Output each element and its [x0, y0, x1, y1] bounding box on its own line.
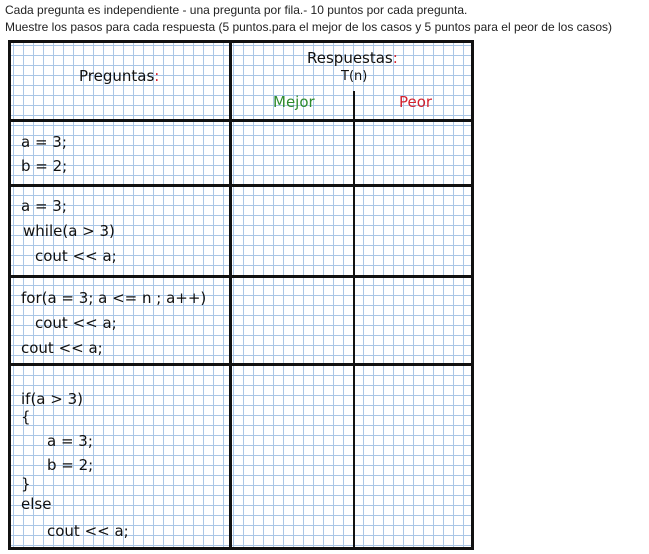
question-sheet-image [8, 40, 474, 550]
q4-line-7: cout << a; [47, 522, 129, 540]
tn-label: T(n) [341, 69, 368, 84]
best-case-label: Mejor [273, 93, 315, 111]
questions-header-colon: : [154, 67, 160, 85]
answers-header-text: Respuestas [307, 49, 393, 67]
q4-line-4: b = 2; [47, 456, 94, 474]
row-divider-1 [11, 184, 471, 187]
q1-line-2: b = 2; [21, 157, 68, 175]
row-divider-2 [11, 275, 471, 278]
q3-line-2: cout << a; [35, 314, 117, 332]
best-worst-divider [353, 91, 355, 547]
answers-header [307, 49, 398, 67]
questions-header [79, 67, 159, 85]
questions-header-text: Preguntas [79, 67, 155, 85]
q2-line-3: cout << a; [35, 247, 117, 265]
q3-line-1: for(a = 3; a <= n ; a++) [21, 289, 207, 307]
q3-line-3: cout << a; [21, 339, 103, 357]
answers-header-colon: : [392, 49, 398, 67]
worst-case-label: Peor [399, 93, 433, 111]
header-divider [11, 119, 471, 122]
q1-line-1: a = 3; [21, 133, 67, 151]
q4-line-2: { [21, 408, 31, 426]
row-divider-3 [11, 363, 471, 366]
q2-line-1: a = 3; [21, 197, 67, 215]
instruction-line-1: Cada pregunta es independiente - una pregunta por fila.- 10 puntos por cada pregunta. [5, 3, 468, 17]
q4-line-1: if(a > 3) [21, 390, 83, 408]
q2-line-2: while(a > 3) [23, 222, 115, 240]
q4-line-5: } [21, 475, 31, 493]
q4-line-3: a = 3; [47, 432, 93, 450]
instruction-line-2: Muestre los pasos para cada respuesta (5 puntos.para el mejor de los casos y 5 puntos para el peor de los casos) [5, 20, 613, 34]
q4-line-6: else [21, 495, 52, 513]
